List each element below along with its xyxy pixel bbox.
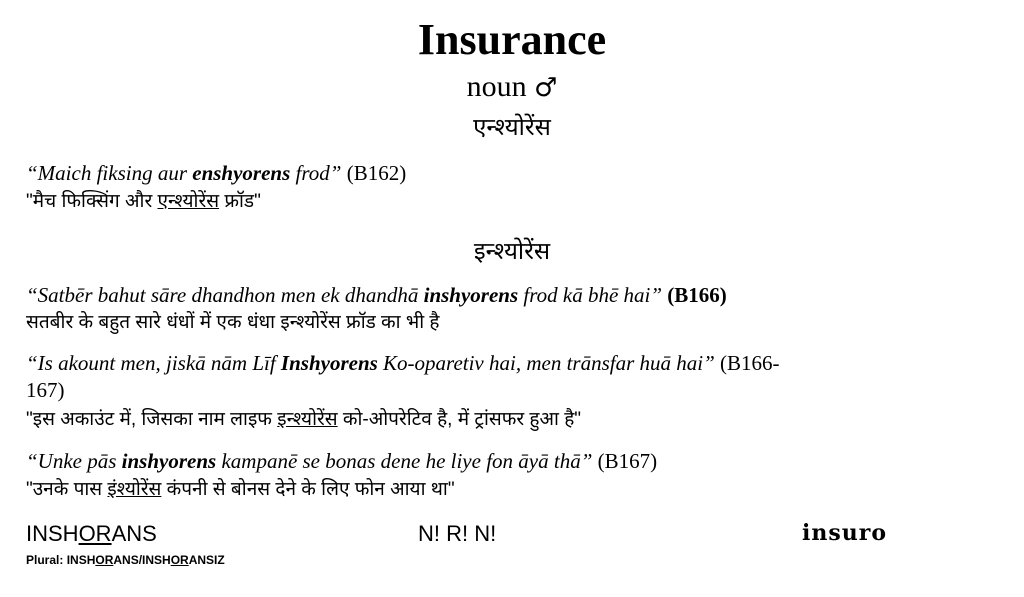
- example-hindi: "इस अकाउंट में, जिसका नाम लाइफ इन्श्योरेंस को-ओपरेटिव है, में ट्रांसफर हुआ है": [26, 409, 582, 430]
- part-of-speech-line: [0, 68, 1024, 107]
- section-heading-inshyorens: इन्श्योरेंस: [473, 238, 551, 265]
- example-romanized: “Unke pās inshyorens kampanē se bonas dene he liye fon āyā thā” (B167): [26, 449, 658, 473]
- example-romanized: “Maich fiksing aur enshyorens frod” (B162): [26, 161, 407, 185]
- example-hindi: सतबीर के बहुत सारे धंधों में एक धंधा इन्श्योरेंस फ्रॉड का भी है: [26, 312, 440, 333]
- phonetic-code: N! R! N!: [418, 521, 497, 546]
- source-reference: (B167): [597, 449, 658, 473]
- example-romanized: “Satbēr bahut sāre dhandhon men ek dhandhā inshyorens frod kā bhē hai” (B166): [26, 283, 727, 307]
- source-reference: (B166-: [720, 351, 780, 375]
- male-gender-icon: ♂: [534, 73, 558, 103]
- pronunciation: INSHORANS: [26, 521, 157, 546]
- source-reference: (B162): [346, 161, 407, 185]
- source-reference-continued: 167): [26, 378, 65, 402]
- example-romanized: “Is akount men, jiskā nām Līf Inshyorens Ko-oparetiv hai, men trānsfar huā hai” (B166-: [26, 351, 780, 375]
- section-heading-enshyorens: एन्श्योरेंस: [473, 114, 551, 141]
- example-hindi: "मैच फिक्सिंग और एन्श्योरेंस फ्रॉड": [26, 191, 261, 212]
- etymon: insuro: [802, 520, 887, 546]
- part-of-speech: noun: [466, 70, 527, 103]
- entry-title: Insurance: [417, 15, 607, 64]
- plural-forms: Plural: INSHORANS/INSHORANSIZ: [26, 553, 225, 567]
- example-hindi: "उनके पास इंश्योरेंस कंपनी से बोनस देने के लिए फोन आया था": [26, 479, 455, 500]
- source-reference: (B166): [667, 283, 727, 307]
